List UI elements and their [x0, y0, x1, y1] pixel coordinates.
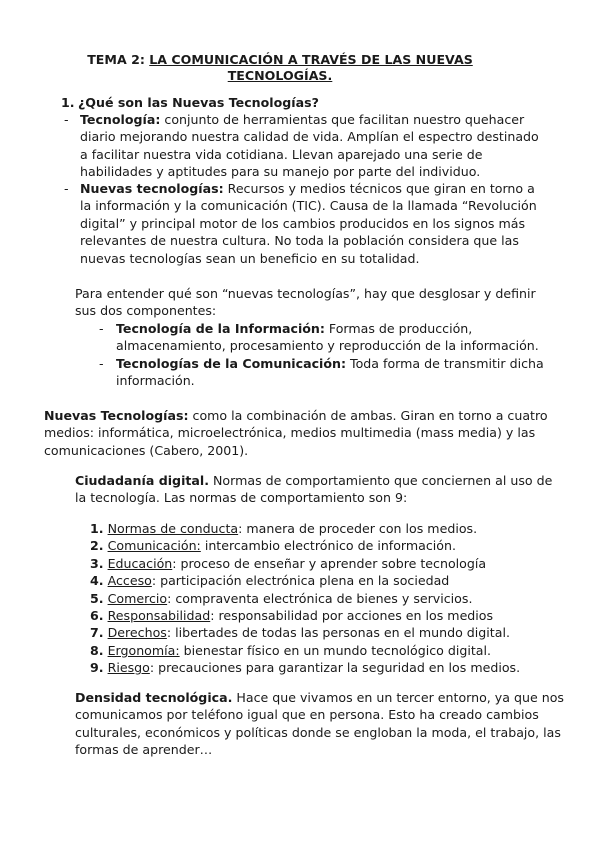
item-text: : libertades de todas las personas en el mundo digital.: [166, 625, 510, 641]
list-item: [90, 590, 560, 607]
bullet-term: Tecnología:: [80, 112, 161, 127]
item-term: Educación: [107, 555, 173, 571]
component-text: Formas de producción, almacenamiento, procesamiento y reproducción de la información.: [116, 321, 539, 354]
bullet-dash: -: [64, 112, 69, 127]
item-term: Comunicación:: [107, 538, 201, 554]
component-dash: -: [99, 356, 104, 371]
component-item: [99, 320, 559, 355]
item-term: Comercio: [107, 590, 168, 606]
item-number: 4.: [90, 573, 104, 589]
paragraph-text: como la combinación de ambas. Giran en torno a cuatro medios: informática, microelectrónica, medios multimedia (mass media) y las comunicaciones (Cabero, 2001).: [44, 408, 548, 458]
title-underlined: LA COMUNICACIÓN A TRAVÉS DE LAS NUEVAS TECNOLOGÍAS.: [149, 52, 473, 83]
bullet-text: Recursos y medios técnicos que giran en torno a la información y la comunicación (TIC). Causa de la llamada “Revolución digital” y principal motor de los cambios producidos en los signos más relevantes de nuestra cultura. No toda la población considera que las nuevas tecnologías sean un beneficio en su totalidad.: [80, 181, 537, 266]
item-text: : proceso de enseñar y aprender sobre tecnología: [172, 555, 487, 571]
paragraph-term: Nuevas Tecnologías:: [44, 408, 189, 423]
item-text: intercambio electrónico de información.: [200, 538, 456, 554]
item-number: 2.: [90, 538, 104, 554]
title-prefix: TEMA 2:: [87, 52, 150, 67]
norms-list: [90, 520, 560, 677]
component-item: [99, 355, 559, 390]
components-intro: Para entender qué son “nuevas tecnologías”, hay que desglosar y definir sus dos componentes:: [75, 286, 536, 319]
item-number: 5.: [90, 590, 104, 606]
item-text: : compraventa electrónica de bienes y servicios.: [167, 590, 473, 606]
item-text: : precauciones para garantizar la seguridad en los medios.: [149, 660, 521, 676]
section-heading: [61, 94, 319, 111]
list-item: [90, 520, 560, 537]
item-term: Ergonomía:: [107, 642, 180, 658]
component-term: Tecnología de la Información:: [116, 321, 325, 336]
item-text: : participación electrónica plena en la sociedad: [151, 573, 450, 589]
item-text: : manera de proceder con los medios.: [238, 521, 478, 536]
list-item: [90, 624, 560, 641]
paragraph-term: Ciudadanía digital.: [75, 473, 209, 488]
item-number: 6.: [90, 607, 104, 623]
page-title: [80, 52, 480, 83]
list-item: [90, 555, 560, 572]
item-number: 7.: [90, 625, 104, 641]
item-term: Derechos: [107, 625, 167, 641]
list-item: [90, 572, 560, 589]
section-heading-text: ¿Qué son las Nuevas Tecnologías?: [78, 95, 319, 110]
item-text: : responsabilidad por acciones en los medios: [210, 607, 494, 623]
list-item: [90, 659, 560, 676]
component-text: Toda forma de transmitir dicha información.: [116, 356, 544, 389]
ciudadania-digital-paragraph: [75, 472, 565, 507]
component-dash: -: [99, 321, 104, 336]
item-term: Acceso: [107, 573, 152, 589]
list-item: [90, 642, 560, 659]
item-number: 9.: [90, 660, 104, 676]
component-term: Tecnologías de la Comunicación:: [116, 356, 347, 371]
list-item: [90, 607, 560, 624]
bullet-item: [64, 180, 544, 267]
list-item: [90, 537, 560, 554]
bullet-item: [64, 111, 544, 181]
item-term: Responsabilidad: [107, 607, 211, 623]
item-text: bienestar físico en un mundo tecnológico digital.: [179, 642, 492, 658]
paragraph-text: Normas de comportamiento que conciernen al uso de la tecnología. Las normas de comportamiento son 9:: [75, 473, 553, 506]
bullet-text: conjunto de herramientas que facilitan nuestro quehacer diario mejorando nuestra calidad de vida. Amplían el espectro destinado a facilitar nuestra vida cotidiana. Llevan aparejado una serie de habilidades y aptitudes para su manejo por parte del individuo.: [80, 112, 539, 180]
paragraph-text: Hace que vivamos en un tercer entorno, ya que nos comunicamos por teléfono igual que en persona. Esto ha creado cambios culturales, económicos y políticas donde se engloban la moda, el trabajo, las formas de aprender…: [75, 690, 564, 758]
bullet-dash: -: [64, 181, 69, 196]
paragraph-term: Densidad tecnológica.: [75, 690, 233, 705]
item-number: 3.: [90, 555, 104, 571]
item-term: Normas de conducta: [107, 521, 239, 536]
item-term: Riesgo: [107, 660, 150, 676]
section-number: 1.: [61, 95, 75, 110]
bullet-term: Nuevas tecnologías:: [80, 181, 224, 196]
item-number: 8.: [90, 642, 104, 658]
item-number: 1.: [90, 521, 104, 536]
densidad-tecnologica-paragraph: [75, 689, 565, 759]
nuevas-tecnologias-paragraph: [44, 407, 564, 459]
